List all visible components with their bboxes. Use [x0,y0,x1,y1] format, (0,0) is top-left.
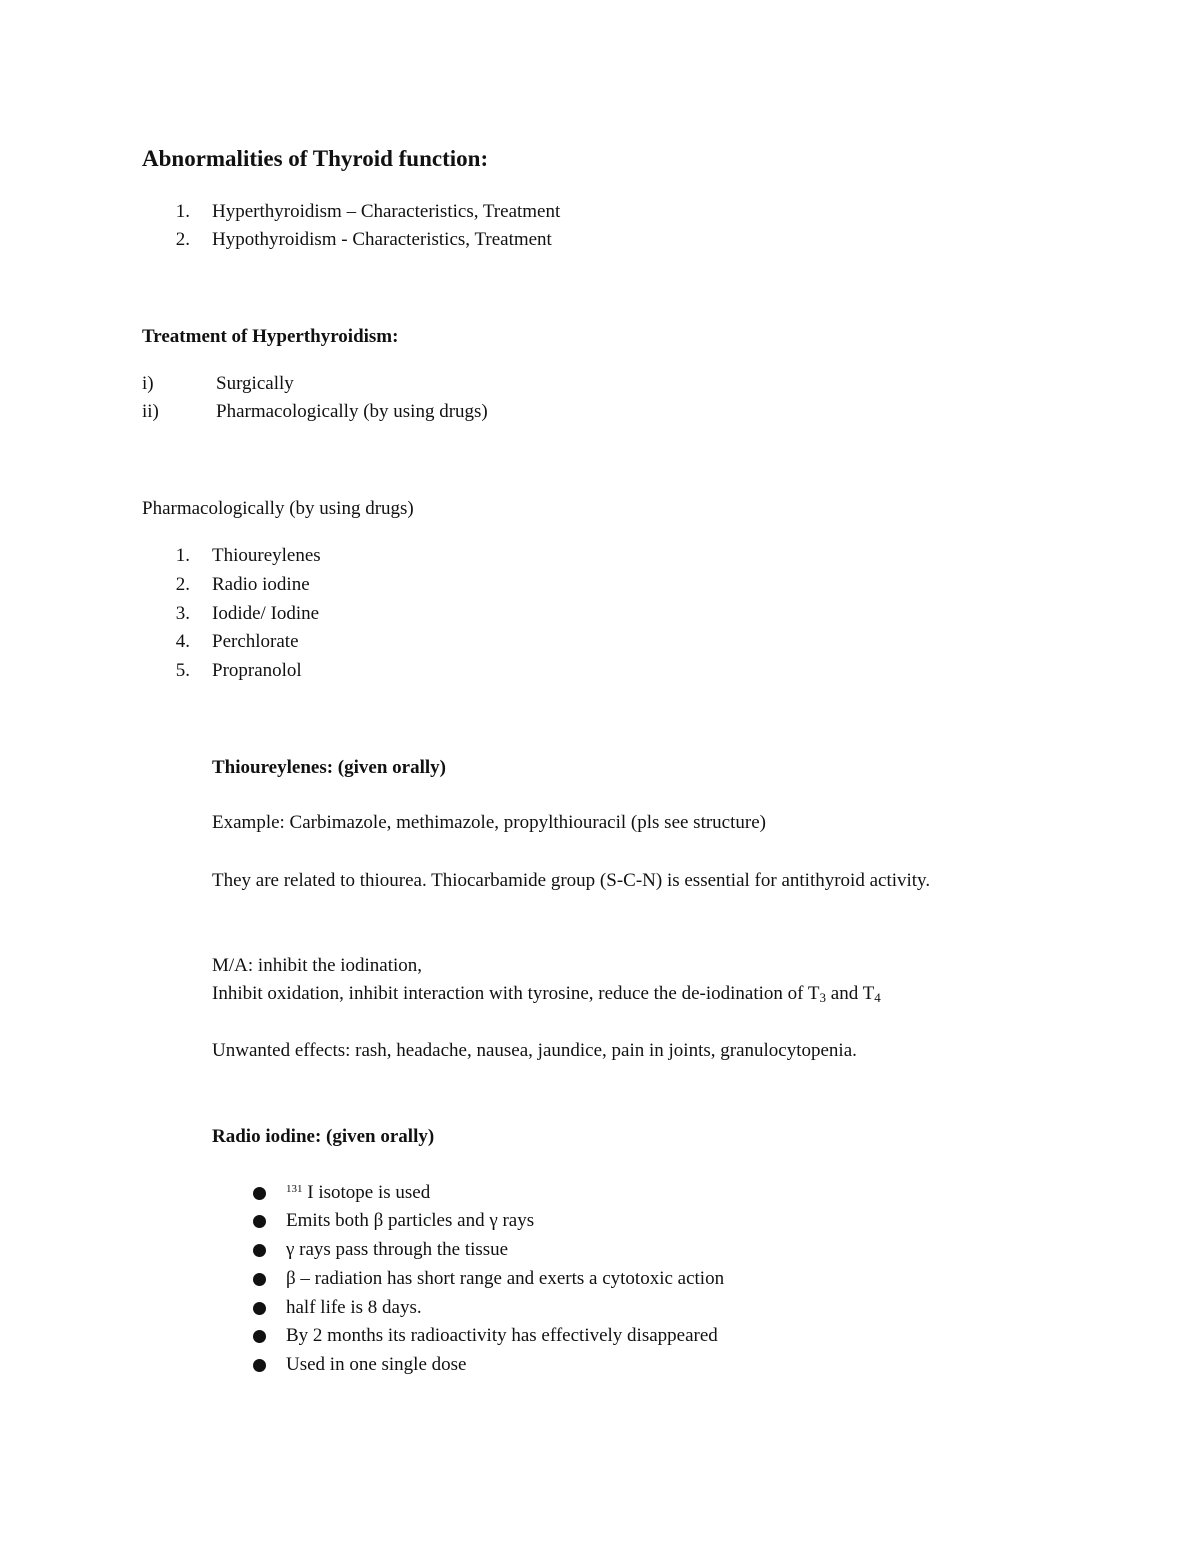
list-item: Hyperthyroidism – Characteristics, Treatment [212,201,561,222]
subscript: 3 [819,990,827,1005]
list-number: 5. [175,660,190,681]
list-item: half life is 8 days. [286,1297,422,1318]
section-heading: Radio iodine: (given orally) [212,1126,435,1147]
list-item: Emits both β particles and γ rays [286,1210,535,1231]
paragraph: M/A: inhibit the iodination, [212,955,423,976]
list-item: Perchlorate [212,631,299,652]
bullet-icon [253,1215,266,1228]
bullet-icon [253,1187,266,1200]
section-heading: Thioureylenes: (given orally) [212,757,446,778]
list-item: Used in one single dose [286,1354,467,1375]
list-item [286,1183,430,1202]
list-item: Iodide/ Iodine [212,603,320,624]
list-item: By 2 months its radioactivity has effectively disappeared [286,1325,718,1346]
list-number: 4. [175,631,190,652]
list-item: Surgically [216,373,294,394]
text-run: Inhibit oxidation, inhibit interaction with tyrosine, reduce the de-iodination of T [212,983,820,1004]
list-number: 2. [175,574,190,595]
list-item: γ rays pass through the tissue [286,1239,509,1260]
list-item: Thioureylenes [212,545,321,566]
list-number: 3. [175,603,190,624]
page-title: Abnormalities of Thyroid function: [142,146,489,171]
list-item: β – radiation has short range and exerts a cytotoxic action [286,1268,725,1289]
paragraph: Unwanted effects: rash, headache, nausea, jaundice, pain in joints, granulocytopenia. [212,1040,857,1061]
bullet-icon [253,1359,266,1372]
list-item: Pharmacologically (by using drugs) [216,401,488,422]
bullet-icon [253,1273,266,1286]
subscript: 4 [874,990,881,1005]
list-item: Radio iodine [212,574,310,595]
list-number: 2. [175,229,190,250]
list-number: i) [142,373,154,394]
text-run: I isotope is used [302,1182,431,1203]
bullet-icon [253,1330,266,1343]
list-item: Propranolol [212,660,302,681]
section-heading: Pharmacologically (by using drugs) [142,498,414,519]
bullet-icon [253,1244,266,1257]
superscript: 131 [286,1183,303,1195]
bullet-icon [253,1302,266,1315]
list-number: ii) [142,401,159,422]
list-number: 1. [175,201,190,222]
paragraph: They are related to thiourea. Thiocarbamide group (S-C-N) is essential for antithyroid activity. [212,870,931,891]
text-run: and T [826,983,875,1004]
section-heading: Treatment of Hyperthyroidism: [142,326,399,347]
paragraph: Example: Carbimazole, methimazole, propylthiouracil (pls see structure) [212,812,766,833]
paragraph [212,984,881,1003]
list-number: 1. [175,545,190,566]
list-item: Hypothyroidism - Characteristics, Treatment [212,229,552,250]
